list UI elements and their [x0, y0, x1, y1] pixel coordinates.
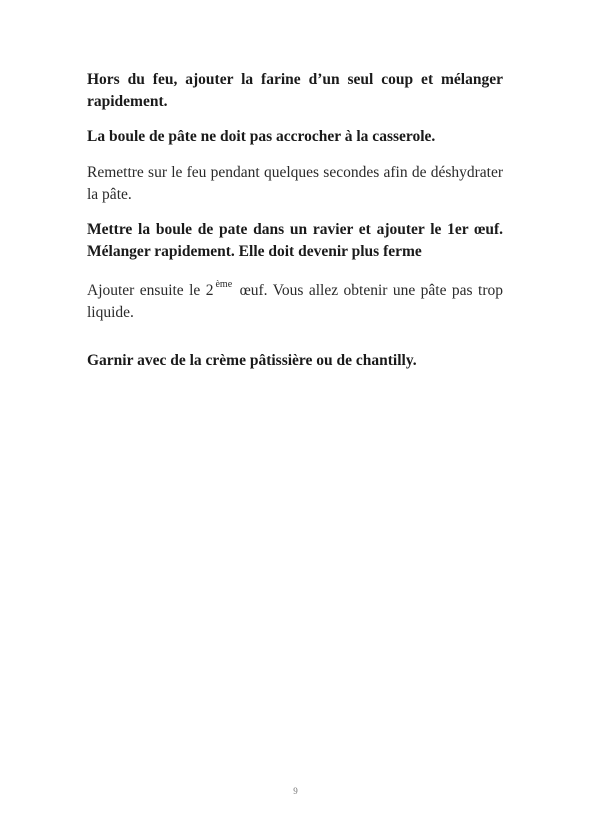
- ordinal-superscript: ème: [215, 278, 233, 290]
- page-number: 9: [293, 786, 298, 796]
- instruction-paragraph-5: [87, 280, 503, 324]
- instruction-paragraph-4: Mettre la boule de pate dans un ravier et ajouter le 1er œuf. Mélanger rapidement. Elle doit devenir plus ferme: [87, 221, 503, 260]
- paragraph-5-text-after: œuf. Vous allez obtenir une pâte pas trop liquide.: [87, 282, 503, 321]
- instruction-paragraph-2: La boule de pâte ne doit pas accrocher à la casserole.: [87, 128, 436, 145]
- instruction-paragraph-3: Remettre sur le feu pendant quelques secondes afin de déshydrater la pâte.: [87, 164, 503, 203]
- instruction-paragraph-1: Hors du feu, ajouter la farine d’un seul coup et mélanger rapidement.: [87, 71, 503, 110]
- instruction-paragraph-6: Garnir avec de la crème pâtissière ou de chantilly.: [87, 352, 417, 369]
- paragraph-5-text-before: Ajouter ensuite le 2: [87, 282, 214, 299]
